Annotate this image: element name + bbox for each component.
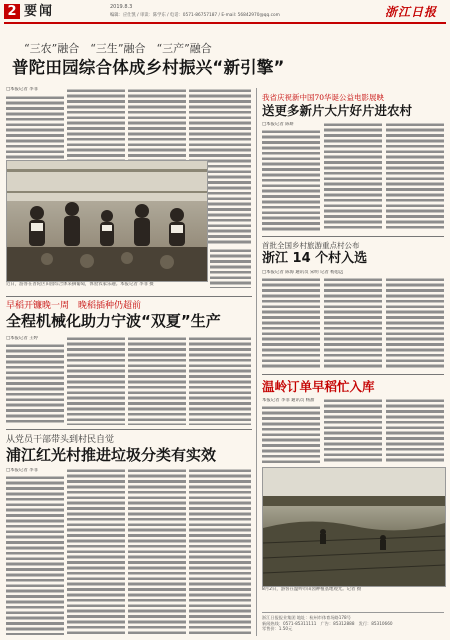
footer-address: 浙江日报报业集团 地址：杭州市体育场路178号	[262, 615, 351, 620]
lead-photo	[6, 160, 208, 282]
right3-byline: 本报记者 李菲 通讯员 杨甜	[262, 398, 315, 403]
divider-left-2	[6, 429, 252, 430]
lead-kicker: “三农”融合 “三生”融合 “三产”融合	[24, 42, 212, 55]
page-number: 2	[7, 4, 17, 19]
story2-byline: □本报记者 王婷	[6, 336, 38, 341]
lead-photo-caption: 近日，游客在普陀区田园综合体采摘葡萄，体验农家乐趣。本报记者 李菲 摄	[6, 282, 154, 287]
paper-name: 浙江日报	[385, 5, 438, 19]
story3-body-col1	[6, 475, 64, 635]
story3-kicker: 从党员干部带头到村民自觉	[6, 435, 115, 445]
editor-line: 编辑：应仕凯 / 审读：陈学东 / 电话：0571-86757187 / E-mail: 56842970@qq.com	[110, 13, 280, 18]
divider-right-1	[262, 236, 444, 237]
footer-bar	[262, 612, 444, 637]
right3-body-col1	[262, 405, 320, 463]
divider-right-2	[262, 374, 444, 375]
lead-byline: □本报记者 李菲	[6, 87, 38, 92]
lead-body-col4-lower	[210, 248, 251, 288]
lead-headline: 普陀田园综合体成乡村振兴“新引擎”	[12, 58, 285, 77]
story3-headline: 浦江红光村推进垃圾分类有实效	[6, 446, 217, 464]
column-separator	[256, 88, 257, 636]
right3-body-col3	[386, 398, 444, 463]
story3-body-col2	[67, 468, 125, 635]
story2-headline: 全程机械化助力宁波“双夏”生产	[6, 312, 221, 330]
story2-body-col4	[189, 336, 251, 425]
section-title: 要闻	[24, 4, 55, 19]
right1-headline: 送更多新片大片好片进农村	[262, 103, 413, 118]
story3-body-col4	[189, 468, 251, 635]
right2-body-col3	[386, 277, 444, 369]
story3-body-col3	[128, 468, 186, 635]
right2-headline: 浙江 14 个村入选	[262, 251, 368, 266]
story2-body-col3	[128, 336, 186, 425]
story2-body-col1	[6, 343, 64, 425]
right1-byline: □本报记者 陈妍	[262, 122, 294, 127]
bottom-photo	[262, 467, 446, 587]
right3-headline: 温岭订单早稻忙入库	[262, 379, 375, 394]
right1-body-col2	[324, 122, 382, 231]
divider-left-1	[6, 296, 252, 297]
right2-body-col1	[262, 277, 320, 369]
story2-kicker: 早稻开镰晚一周 晚稻插种仍超前	[6, 301, 142, 311]
right2-body-col2	[324, 277, 382, 369]
right1-kicker: 我省庆祝新中国70华诞公益电影展映	[262, 93, 385, 102]
right1-body-col3	[386, 122, 444, 231]
right3-body-col2	[324, 398, 382, 463]
bottom-photo-caption: 8月2日，游客在温岭市田园种植基地观光。记者 摄	[262, 587, 362, 592]
right2-byline: □本报记者 陈海 通讯员 宋明 记者 杨思远	[262, 270, 344, 275]
right1-body-col1	[262, 129, 320, 231]
page-number-box	[4, 4, 20, 19]
right2-kicker: 首批全国乡村旅游重点村公布	[262, 241, 360, 250]
story3-byline: □本报记者 李菲	[6, 468, 38, 473]
footer-contact: 新闻热线：0571-85311111 广告：85312888 发行：85310660	[262, 620, 393, 626]
masthead-rule	[4, 22, 446, 24]
story2-body-col2	[67, 336, 125, 425]
footer-price: 零售价：1.50元	[262, 626, 293, 631]
issue-date: 2019.8.3	[110, 4, 133, 10]
